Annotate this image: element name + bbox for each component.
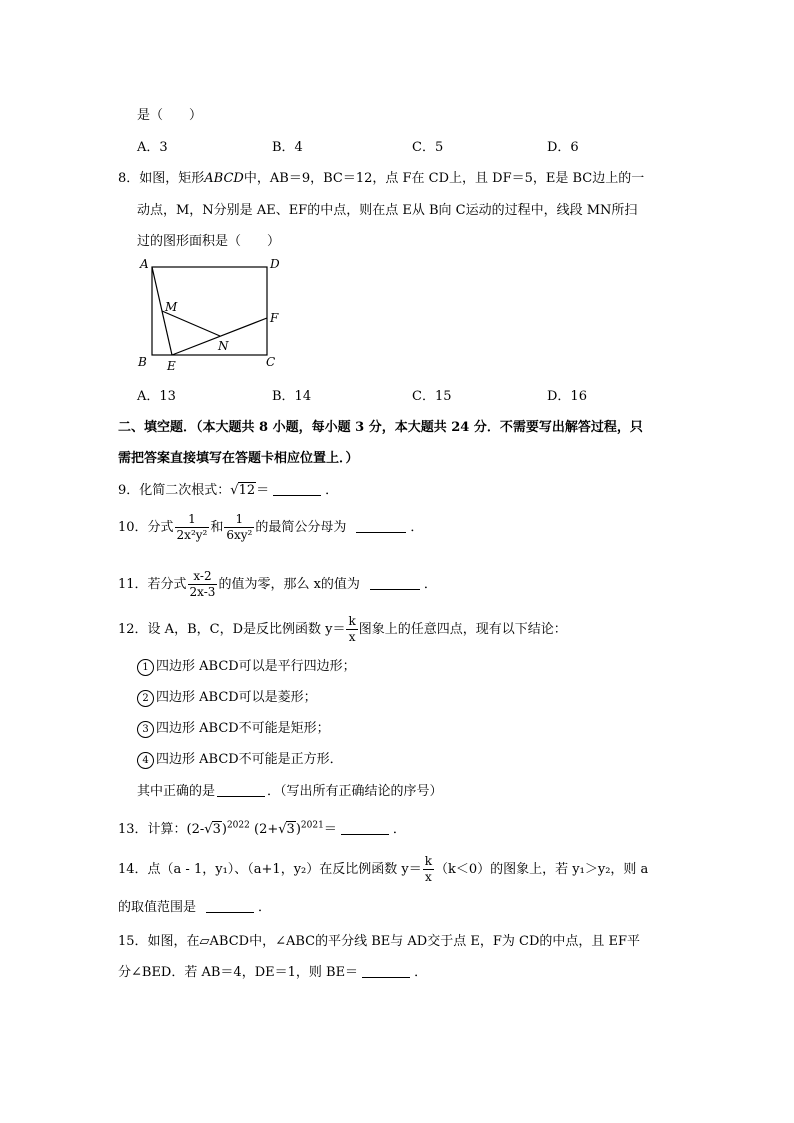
q8-text-b: ABCD — [204, 171, 244, 186]
circled-number-icon: 3 — [137, 721, 154, 738]
q12-fraction: $\frac{k}{x}$ — [348, 614, 356, 644]
circled-number-icon: 4 — [137, 752, 154, 769]
section2-heading-line2: 需把答案直接填写在答题卡相应位置上．） — [118, 451, 359, 466]
q8-text-a: 如图，矩形 — [139, 171, 205, 186]
label-e: E — [167, 359, 176, 373]
q12-answer-line — [137, 780, 443, 799]
q14-answer-blank[interactable] — [206, 900, 254, 913]
q7-choice-c: C．5 — [412, 140, 444, 155]
q11-end: ． — [423, 577, 437, 592]
q8-text-c: 中， — [243, 171, 270, 186]
q12-answer-prefix: 其中正确的是 — [137, 784, 216, 799]
q15-line2-text: 分∠BED．若 AB＝4，DE＝1，则 BE＝ — [118, 965, 359, 980]
label-c: C — [266, 355, 276, 369]
q8-rectangle-figure — [130, 252, 300, 377]
q8-choice-c: C．15 — [412, 389, 452, 404]
q10-mid: 和 — [210, 520, 224, 535]
q8-choice-a: A．13 — [137, 389, 176, 404]
q9-line: 9．化简二次根式：√12＝ ． — [118, 483, 339, 498]
q9-prefix: 9．化简二次根式： — [118, 483, 231, 498]
circled-number-icon: 2 — [137, 690, 154, 707]
q8-line1 — [118, 167, 644, 186]
q15-answer-blank[interactable] — [362, 965, 410, 978]
q14-end: ． — [258, 900, 272, 915]
q14-prefix: 14．点（a - 1，y₁）、（a+1，y₂）在反比例函数 y＝ — [118, 862, 422, 877]
q11-fraction: $\frac{x-2}{2x-3}$ — [189, 569, 216, 599]
q8-line2: 动点，M，N分别是 AE、EF的中点，则在点 E从 B向 C运动的过程中，线段 MN所扫 — [137, 203, 638, 218]
q14-line1 — [118, 854, 648, 885]
q14-suffix: （k＜0）的图象上，若 y₁＞y₂，则 a — [435, 862, 649, 877]
label-n: N — [218, 339, 229, 353]
q15-end: ． — [414, 965, 428, 980]
q12-suffix: 图象上的任意四点，现有以下结论： — [358, 622, 567, 637]
q8-choice-d: D．16 — [547, 389, 587, 404]
q13-equals: ＝ — [323, 822, 337, 837]
q9-end: ． — [325, 483, 339, 498]
q12-answer-blank[interactable] — [217, 784, 265, 797]
label-d: D — [270, 257, 280, 271]
q11-prefix: 11．若分式 — [118, 577, 187, 592]
q8-text-d: AB＝9，BC＝12，点 F在 CD上，且 DF＝5，E是 BC边上的一 — [269, 171, 645, 186]
q8-number: 8． — [118, 171, 140, 186]
q9-equals: ＝ — [256, 483, 270, 498]
q11-answer-blank[interactable] — [370, 577, 420, 590]
q11-suffix: 的值为零，那么 x的值为 — [218, 577, 360, 592]
q7-choice-b: B．4 — [272, 140, 303, 155]
q10-end: ． — [410, 520, 424, 535]
q10-answer-blank[interactable] — [356, 520, 406, 533]
q13-end: ． — [392, 822, 406, 837]
q7-tail-text: 是（ ） — [137, 108, 203, 123]
q12-prefix: 12．设 A，B，C，D是反比例函数 y＝ — [118, 622, 346, 637]
q8-choice-b: B．14 — [272, 389, 312, 404]
label-f: F — [270, 311, 279, 325]
q14-line2 — [118, 896, 271, 915]
circled-number-icon: 1 — [137, 659, 154, 676]
label-a: A — [140, 257, 149, 271]
q14-fraction: $\frac{k}{x}$ — [424, 854, 433, 884]
q12-item-4: 4 四边形 ABCD不可能是正方形． — [137, 748, 343, 769]
q10-fraction-2: $\frac{1}{\text{6xy²}}$ — [226, 512, 253, 542]
q13-answer-blank[interactable] — [341, 822, 389, 835]
q13-line: 13．计算：$(2-√3)^{2022}$ $(2+√3)^{2021}=$ ． — [118, 820, 406, 837]
q8-line3: 过的图形面积是（ ） — [137, 234, 281, 249]
q15-line2 — [118, 961, 427, 980]
segment-mn — [162, 311, 220, 336]
q7-choice-d: D．6 — [547, 140, 579, 155]
q10-line — [118, 512, 423, 543]
q15-line1: 15．如图，在▱ABCD中，∠ABC的平分线 BE与 AD交于点 E，F为 CD的中点，且 EF平 — [118, 934, 641, 949]
q7-choice-a: A．3 — [137, 140, 168, 155]
q10-suffix: 的最简公分母为 — [255, 520, 347, 535]
q13-prefix: 13．计算： — [118, 822, 187, 837]
q12-line — [118, 614, 567, 645]
label-b: B — [138, 355, 147, 369]
q12-item-1: 1 四边形 ABCD可以是平行四边形； — [137, 655, 356, 676]
q14-line2-text: 的取值范围是 — [118, 900, 197, 915]
q9-radicand: 12 — [238, 483, 256, 498]
label-m: M — [165, 300, 178, 314]
q12-item-2: 2 四边形 ABCD可以是菱形； — [137, 686, 317, 707]
q10-prefix: 10．分式 — [118, 520, 174, 535]
q12-answer-suffix: ．（写出所有正确结论的序号） — [267, 784, 443, 799]
q9-answer-blank[interactable] — [273, 483, 321, 496]
q11-line — [118, 569, 437, 600]
q12-item-3: 3 四边形 ABCD不可能是矩形； — [137, 717, 330, 738]
section2-heading-line1: 二、填空题．（本大题共 8 小题，每小题 3 分，本大题共 24 分．不需要写出解答过程，只 — [118, 420, 643, 435]
q10-fraction-1: $\frac{1}{\text{2x²y²}}$ — [176, 512, 208, 542]
